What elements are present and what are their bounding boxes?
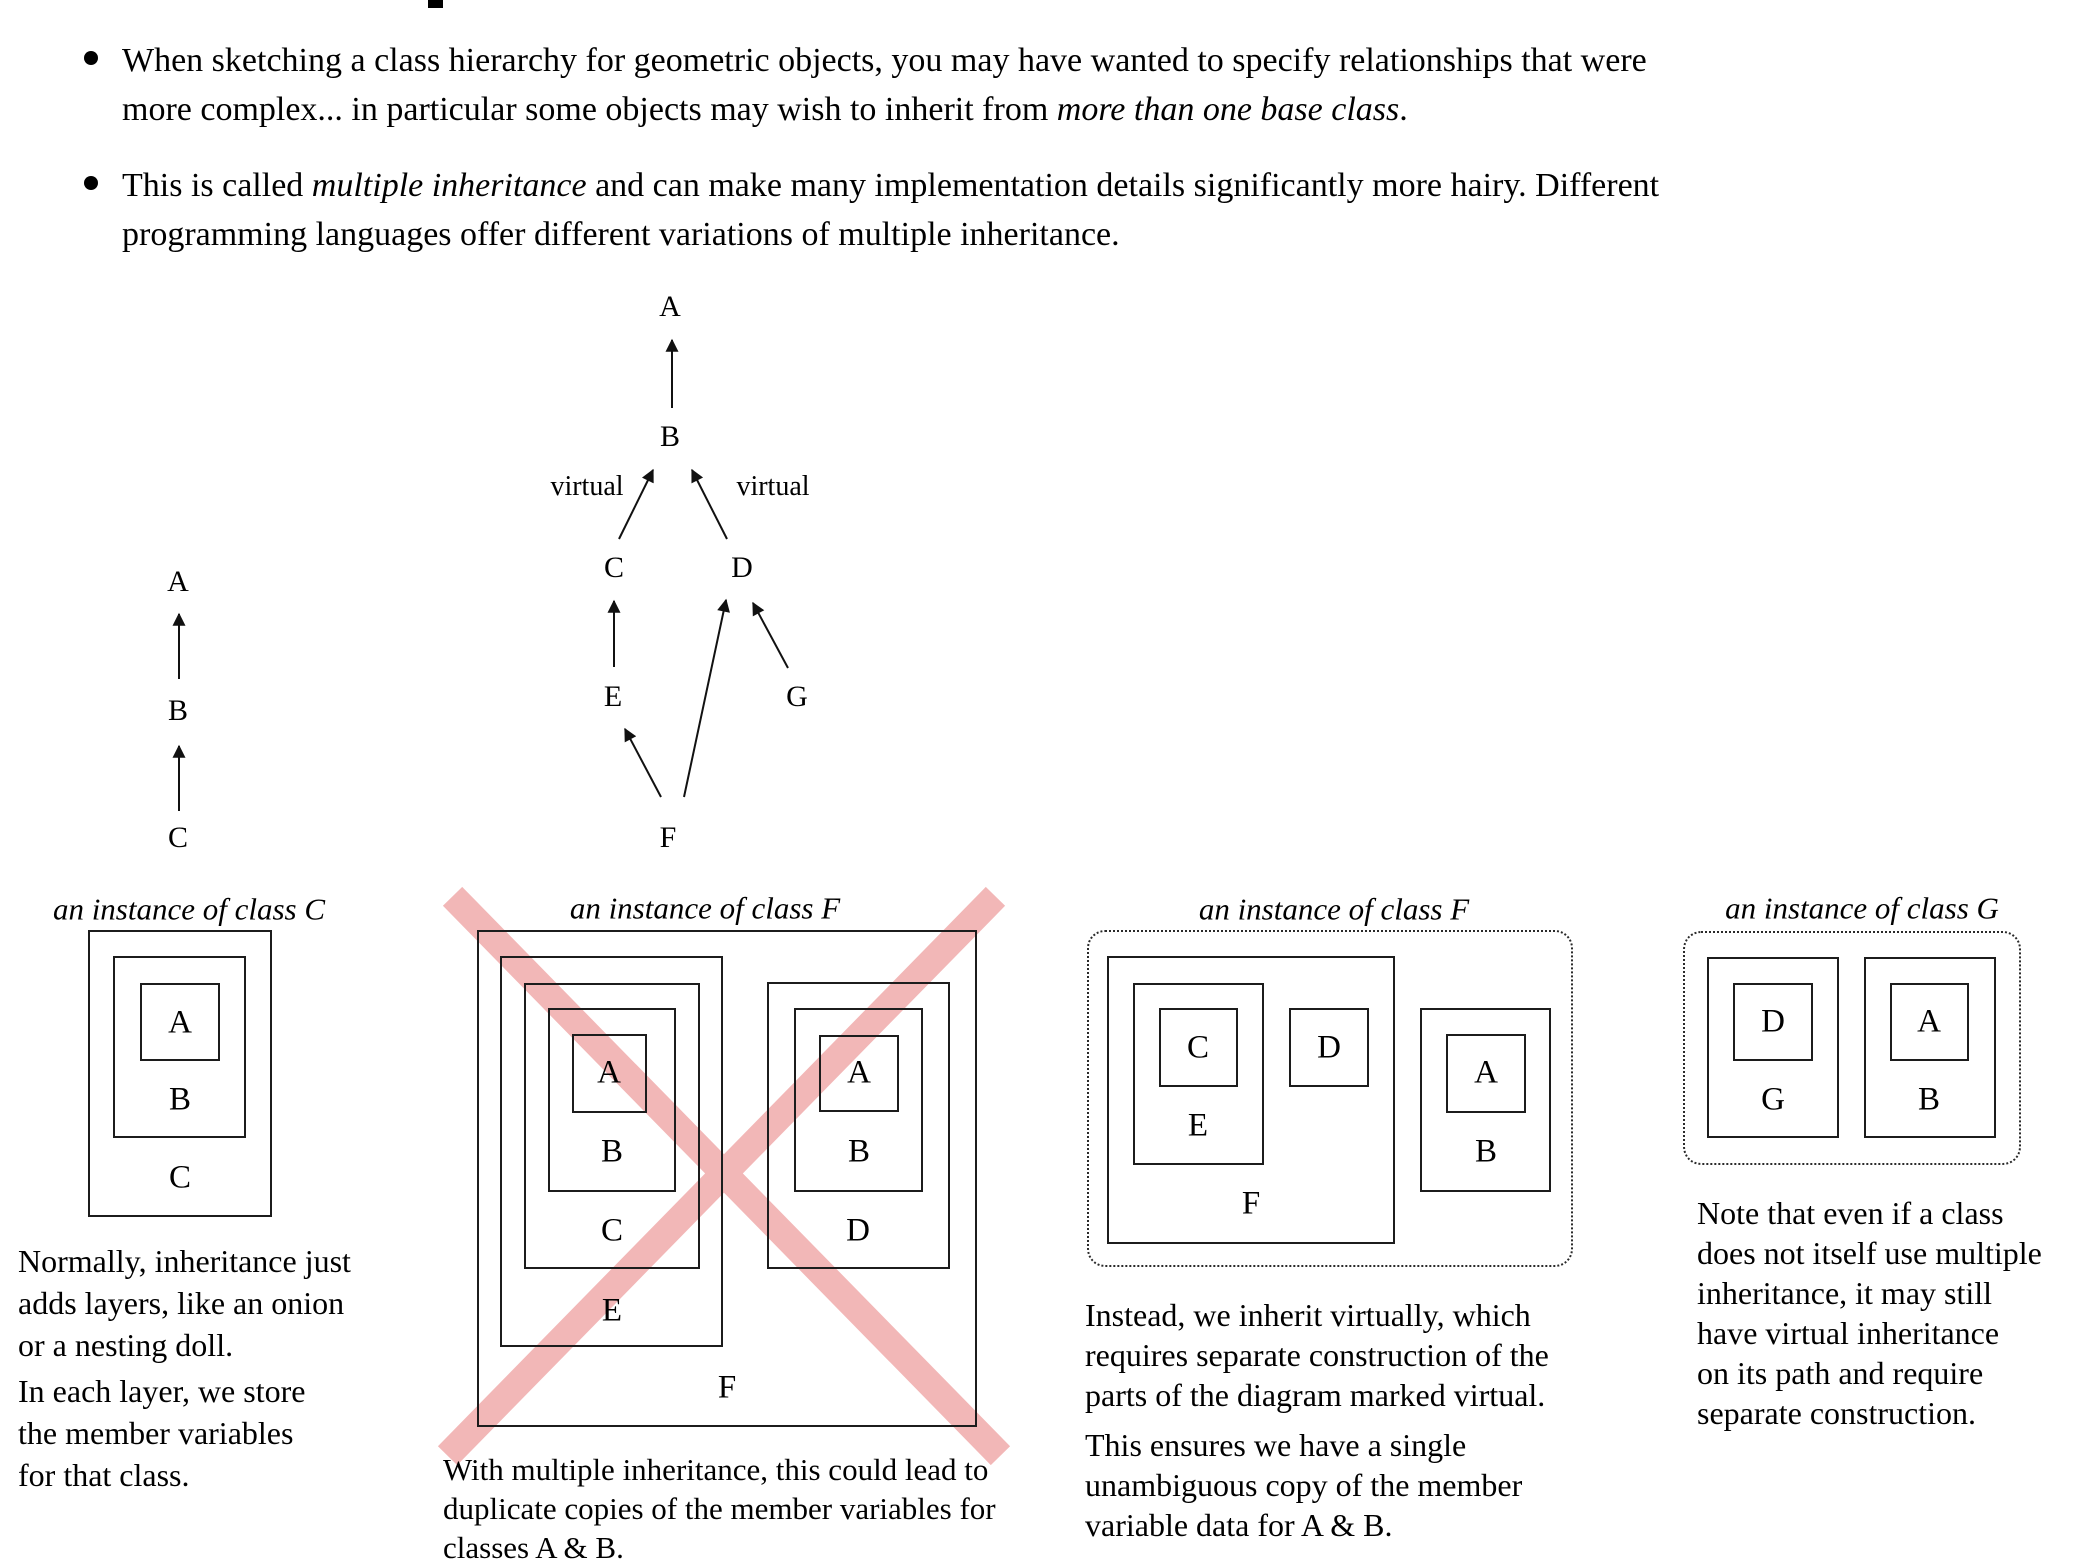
panel-fgood-label-d: D <box>1317 1029 1341 1066</box>
caption-line: or a nesting doll. <box>18 1327 234 1363</box>
bullet-2-text-cont: and can make many implementation details significantly more hairy. Different <box>586 167 1660 204</box>
panel-c-caption-2 <box>18 1370 305 1496</box>
panel-fgood-label-f: F <box>1241 1185 1261 1222</box>
panel-fbad-label-b2: B <box>847 1133 871 1170</box>
bullet-1-period: . <box>1399 91 1408 128</box>
virtual-label-left: virtual <box>550 471 624 502</box>
bullet-2-text-2: programming languages offer different variations of multiple inheritance. <box>122 216 1120 253</box>
panel-fbad-label-a1: A <box>597 1054 621 1091</box>
bullet-1-text-cont: more complex... in particular some objects may wish to inherit from <box>122 91 1057 128</box>
panel-c-title: an instance of class C <box>52 891 326 927</box>
virtual-label-right: virtual <box>736 471 810 502</box>
panel-fgood-caption-2 <box>1085 1425 1522 1545</box>
panel-g-label-b: B <box>1917 1081 1941 1118</box>
panel-fbad-label-f: F <box>717 1369 737 1406</box>
bullet-2-emphasis: multiple inheritance <box>311 167 587 204</box>
main-node-f: F <box>659 821 677 854</box>
panel-g-label-g: G <box>1761 1081 1785 1118</box>
bullet-1-text: When sketching a class hierarchy for geometric objects, you may have wanted to specify relationships that were <box>122 42 1647 79</box>
main-node-d: D <box>731 551 753 584</box>
caption-line: separate construction. <box>1697 1395 1976 1431</box>
panel-fbad-label-a2: A <box>847 1054 871 1091</box>
arrow-f-to-e <box>625 729 661 797</box>
bullet-1-emphasis: more than one base class <box>1056 91 1400 128</box>
caption-line: Normally, inheritance just <box>18 1243 351 1279</box>
panel-fbad-caption <box>443 1450 996 1562</box>
arrow-d-to-b <box>692 470 727 539</box>
arrow-g-to-d <box>753 603 788 668</box>
panel-c-label-a: A <box>168 1004 192 1041</box>
panel-g-title: an instance of class G <box>1725 890 1999 926</box>
panel-fbad-label-c: C <box>600 1212 624 1249</box>
caption-line: does not itself use multiple <box>1697 1235 2042 1271</box>
panel-g-caption <box>1697 1193 2042 1433</box>
panel-fbad-label-b1: B <box>600 1133 624 1170</box>
caption-line: This ensures we have a single <box>1085 1427 1467 1463</box>
caption-line: unambiguous copy of the member <box>1085 1467 1523 1503</box>
left-node-b: B <box>167 694 189 727</box>
caption-line: Note that even if a class <box>1697 1195 2004 1231</box>
caption-line: duplicate copies of the member variables for <box>443 1491 996 1526</box>
main-node-b: B <box>659 420 681 453</box>
caption-line: for that class. <box>18 1457 190 1493</box>
panel-fgood-title: an instance of class F <box>1198 891 1470 927</box>
caption-line: In each layer, we store <box>18 1373 306 1409</box>
panel-c-label-b: B <box>168 1081 192 1118</box>
caption-line: variable data for A & B. <box>1085 1507 1393 1543</box>
main-node-g: G <box>786 680 808 713</box>
panel-g-label-a: A <box>1917 1003 1941 1040</box>
caption-line: on its path and require <box>1697 1355 1984 1391</box>
caption-line: parts of the diagram marked virtual. <box>1085 1377 1546 1413</box>
panel-fgood-caption-1 <box>1085 1295 1549 1415</box>
caption-line: have virtual inheritance <box>1697 1315 2000 1351</box>
panel-fgood-label-a: A <box>1474 1054 1498 1091</box>
bullet-2-text: This is called <box>122 167 312 204</box>
panel-fgood-label-e: E <box>1187 1107 1209 1144</box>
main-node-a: A <box>659 290 681 323</box>
caption-line: requires separate construction of the <box>1085 1337 1549 1373</box>
caption-line: Instead, we inherit virtually, which <box>1085 1297 1531 1333</box>
panel-c-caption-1 <box>18 1240 351 1366</box>
panel-fgood-label-c: C <box>1186 1029 1210 1066</box>
caption-line: classes A & B. <box>443 1530 624 1562</box>
arrow-c-to-b <box>619 470 653 539</box>
arrow-f-to-d <box>684 600 726 797</box>
panel-c-label-c: C <box>168 1159 192 1196</box>
panel-fbad-label-d: D <box>846 1212 870 1249</box>
panel-fgood-label-b: B <box>1474 1133 1498 1170</box>
caption-line: the member variables <box>18 1415 294 1451</box>
caption-line: adds layers, like an onion <box>18 1285 345 1321</box>
panel-fbad-label-e: E <box>601 1292 623 1329</box>
caption-line: inheritance, it may still <box>1697 1275 1993 1311</box>
main-node-e: E <box>603 680 623 713</box>
panel-g-label-d: D <box>1761 1003 1785 1040</box>
caption-line: With multiple inheritance, this could lead to <box>443 1452 989 1487</box>
panel-fbad-title: an instance of class F <box>569 890 841 926</box>
left-node-a: A <box>167 565 189 598</box>
left-node-c: C <box>167 821 189 854</box>
main-node-c: C <box>603 551 625 584</box>
